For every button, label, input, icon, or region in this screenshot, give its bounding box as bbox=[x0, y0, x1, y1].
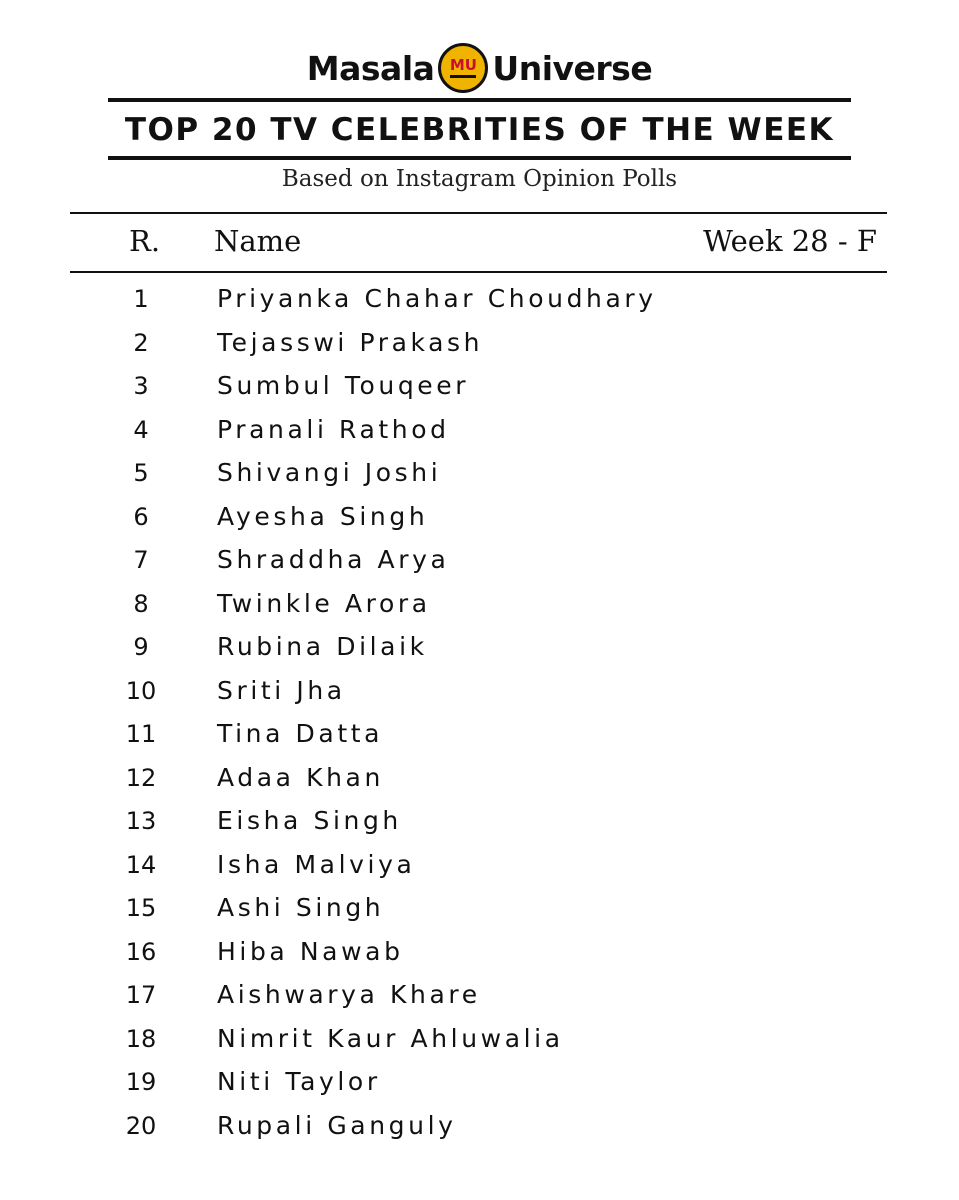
celebrity-name: Adaa Khan bbox=[217, 762, 384, 792]
celebrity-name: Twinkle Arora bbox=[217, 588, 431, 618]
list-item bbox=[0, 366, 959, 410]
list-item bbox=[0, 758, 959, 802]
celebrity-name: Sriti Jha bbox=[217, 675, 346, 705]
list-item bbox=[0, 1106, 959, 1150]
rank-number: 19 bbox=[125, 1068, 157, 1096]
list-item bbox=[0, 1062, 959, 1106]
page-subtitle: Based on Instagram Opinion Polls bbox=[281, 166, 678, 192]
brand-emblem-text: MU bbox=[449, 56, 477, 74]
rank-number: 4 bbox=[133, 415, 149, 444]
list-item bbox=[0, 453, 959, 497]
celebrity-name: Niti Taylor bbox=[217, 1067, 381, 1096]
rank-number: 8 bbox=[133, 589, 149, 618]
rank-number: 11 bbox=[125, 720, 157, 748]
rank-number: 3 bbox=[133, 372, 149, 400]
list-item bbox=[0, 323, 959, 367]
celebrity-name: Ashi Singh bbox=[217, 893, 385, 922]
celebrity-name: Aishwarya Khare bbox=[217, 980, 481, 1009]
column-header-week: Week 28 - F bbox=[703, 224, 877, 258]
celebrity-name: Shivangi Joshi bbox=[217, 458, 442, 487]
celebrity-name: Tina Datta bbox=[217, 719, 384, 748]
list-item bbox=[0, 584, 959, 628]
table-header-top-rule bbox=[70, 212, 887, 214]
list-item bbox=[0, 975, 959, 1019]
list-item bbox=[0, 1019, 959, 1063]
celebrity-name: Rupali Ganguly bbox=[217, 1110, 457, 1140]
title-bottom-rule bbox=[108, 156, 851, 160]
list-item bbox=[0, 845, 959, 889]
rank-number: 14 bbox=[125, 850, 157, 879]
list-item bbox=[0, 497, 959, 541]
column-header-rank: R. bbox=[129, 224, 161, 258]
celebrity-name: Ayesha Singh bbox=[217, 501, 429, 531]
celebrity-name: Isha Malviya bbox=[217, 849, 416, 879]
column-header-name: Name bbox=[214, 224, 302, 258]
list-item bbox=[0, 801, 959, 845]
list-item bbox=[0, 410, 959, 454]
brand-emblem-icon bbox=[438, 43, 488, 93]
celebrity-name: Nimrit Kaur Ahluwalia bbox=[217, 1023, 564, 1053]
rank-number: 13 bbox=[125, 807, 157, 835]
rank-number: 1 bbox=[133, 285, 149, 313]
celebrity-name: Tejasswi Prakash bbox=[217, 327, 484, 357]
rank-number: 16 bbox=[125, 937, 157, 966]
rank-number: 7 bbox=[133, 546, 149, 574]
list-item bbox=[0, 279, 959, 323]
list-item bbox=[0, 627, 959, 671]
list-item bbox=[0, 932, 959, 976]
rank-number: 5 bbox=[133, 459, 149, 487]
rank-number: 12 bbox=[125, 763, 157, 792]
celebrity-name: Pranali Rathod bbox=[217, 414, 450, 444]
rank-number: 17 bbox=[125, 981, 157, 1009]
celebrity-name: Shraddha Arya bbox=[217, 545, 450, 574]
brand-right-word: Universe bbox=[492, 48, 653, 88]
brand-logo-lockup bbox=[0, 38, 959, 98]
list-item bbox=[0, 714, 959, 758]
list-item bbox=[0, 671, 959, 715]
brand-left-word: Masala bbox=[306, 48, 435, 88]
celebrity-name: Eisha Singh bbox=[217, 806, 402, 835]
page-title: TOP 20 TV CELEBRITIES OF THE WEEK bbox=[124, 112, 835, 148]
rank-number: 2 bbox=[133, 328, 149, 357]
celebrity-name: Sumbul Touqeer bbox=[217, 371, 470, 400]
rank-number: 10 bbox=[125, 676, 157, 705]
brand-emblem-bar bbox=[450, 75, 476, 78]
title-top-rule bbox=[108, 98, 851, 102]
celebrity-name: Hiba Nawab bbox=[217, 936, 404, 966]
rank-number: 9 bbox=[133, 633, 149, 661]
celebrity-name: Priyanka Chahar Choudhary bbox=[217, 284, 657, 313]
rank-number: 15 bbox=[125, 894, 157, 922]
list-item bbox=[0, 888, 959, 932]
ranking-list bbox=[0, 279, 959, 1149]
celebrity-name: Rubina Dilaik bbox=[217, 632, 428, 661]
rank-number: 20 bbox=[125, 1111, 157, 1140]
rank-number: 6 bbox=[133, 502, 149, 531]
list-item bbox=[0, 540, 959, 584]
rank-number: 18 bbox=[125, 1024, 157, 1053]
table-header-bottom-rule bbox=[70, 271, 887, 273]
